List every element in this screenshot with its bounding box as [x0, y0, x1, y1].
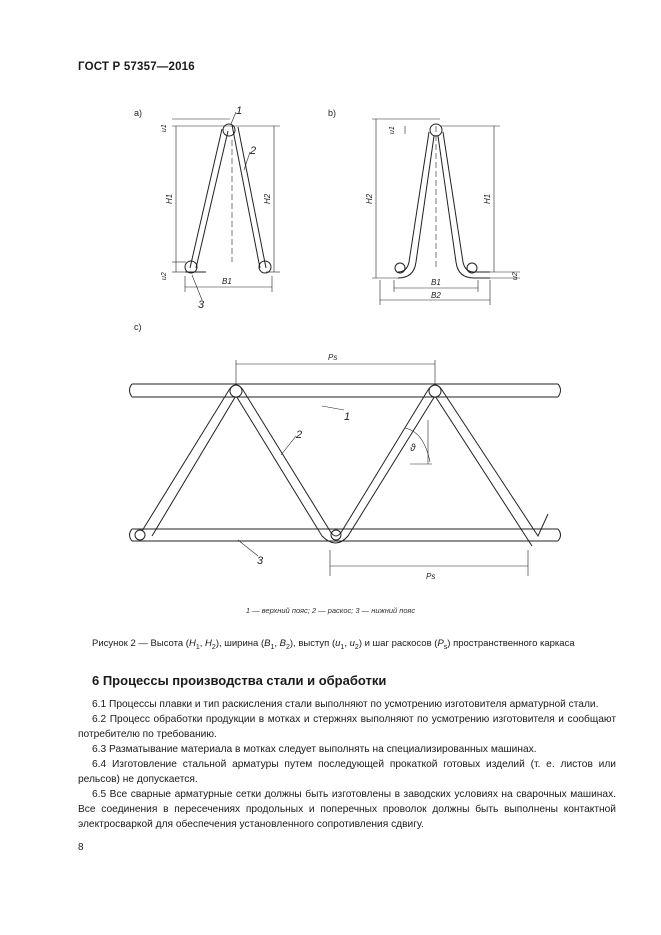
dim-u2-b: u2 [512, 272, 519, 280]
callout-3-c: 3 [257, 555, 264, 567]
section-title: 6 Процессы производства стали и обработки [92, 673, 387, 688]
dim-h1-a: H1 [165, 193, 174, 204]
callout-1-a: 1 [236, 105, 243, 117]
angle-theta: ϑ [410, 443, 416, 454]
panel-b-drawing [372, 119, 520, 305]
dim-u2-a: u2 [161, 272, 168, 280]
page-number: 8 [78, 842, 84, 853]
paragraph-6-5: 6.5 Все сварные арматурные сетки должны быть изготовлены в заводских условиях на сварочных машинах. Все соединения в пересечениях продольных и поперечных проволок должны быть выполнены контактной электросваркой для обеспечения установленного сопротивления сдвигу. [78, 789, 616, 830]
callout-1-c: 1 [344, 411, 351, 423]
dim-h2-b: H2 [365, 193, 374, 204]
panel-a-label: a) [134, 108, 143, 118]
dim-ps-bottom: Ps [426, 572, 436, 581]
panel-c-drawing [130, 360, 561, 576]
paragraph-6-3: 6.3 Разматывание материала в мотках следует выполнять на специализированных машинах. [92, 744, 537, 755]
dim-h2-a: H2 [263, 193, 272, 204]
dim-b1-b: B1 [431, 278, 441, 287]
callout-3-a: 3 [198, 299, 205, 311]
figure-legend: 1 — верхний пояс; 2 — раскос; 3 — нижний пояс [245, 606, 416, 615]
dim-u1-b: u1 [389, 126, 396, 134]
dim-b1-a: B1 [222, 277, 232, 286]
paragraph-6-2: 6.2 Процесс обработки продукции в мотках и стержнях выполняют по усмотрению изготовителя и сообщают потребителю по требованию. [78, 714, 616, 740]
callout-2-c: 2 [296, 429, 303, 441]
figure-caption: Рисунок 2 — Высота ($H_1$, $H_2$), ширина ($B_1$, $B_2$), выступ ($u_1$, $u_2$) и шаг раскосов $(P_s)$ пространственного каркаса [92, 638, 575, 651]
paragraph-6-1: 6.1 Процессы плавки и тип раскисления стали выполняют по усмотрению изготовителя арматурной стали. [92, 699, 599, 710]
panel-b-label: b) [328, 108, 337, 118]
dim-h1-b: H1 [483, 193, 492, 204]
document-header: ГОСТ Р 57357—2016 [78, 61, 195, 73]
panel-a-drawing [172, 112, 280, 300]
paragraph-6-4: 6.4 Изготовление стальной арматуры путем последующей прокаткой готовых изделий (т. е. листов или рельсов) не допускается. [78, 759, 616, 785]
section-body [78, 697, 616, 832]
dim-b2-b: B2 [431, 291, 441, 300]
dim-ps-top: Ps [328, 353, 338, 362]
dim-u1-a: u1 [161, 124, 168, 132]
panel-c-label: c) [134, 322, 142, 332]
callout-2-a: 2 [250, 145, 257, 157]
